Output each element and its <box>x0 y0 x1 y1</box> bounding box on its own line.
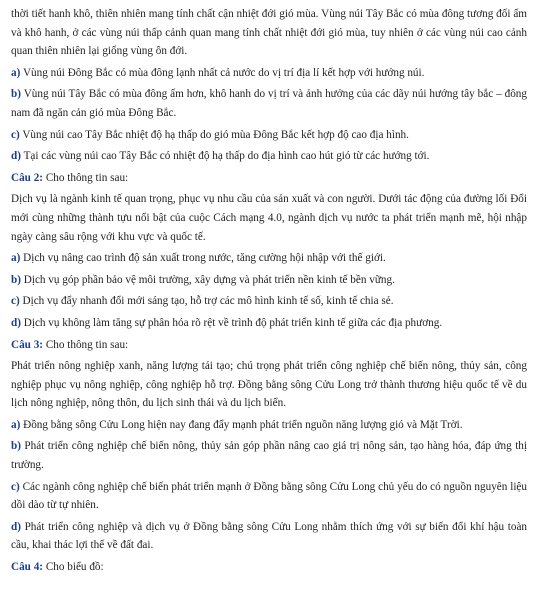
question-label: Câu 4: <box>11 561 44 574</box>
q3-option-b <box>11 437 527 474</box>
option-text: Dịch vụ không làm tăng sự phân hóa rõ rệt về trình độ phát triển kinh tế giữa các địa phương. <box>23 316 443 329</box>
option-letter: a) <box>11 66 21 79</box>
q1-option-b <box>11 85 527 122</box>
option-text: Phát triển công nghiệp và dịch vụ ở Đồng bằng sông Cửu Long nhằm thích ứng với sự biến đổi khí hậu toàn cầu, khai thác lợi thế về đất đai. <box>11 520 528 552</box>
intro-paragraph: thời tiết hanh khô, thiên nhiên mang tính chất cận nhiệt đới gió mùa. Vùng núi Tây Bắc có mùa đông tương đối ấm và khô hanh, ở các vùng núi thấp cảnh quan mang tính chất nhiệt đới gió mùa, tuy nhiên ở các vùng núi cao cảnh quan thiên nhiên lại giống vùng ôn đới. <box>11 8 527 58</box>
option-text: Vùng núi Tây Bắc có mùa đông ấm hơn, khô hanh do vị trí và ảnh hưởng của các dãy núi hướng tây bắc – đông nam đã ngăn cản gió mùa Đông Bắc. <box>11 88 527 119</box>
option-letter: a) <box>11 252 21 265</box>
q2-option-b <box>11 271 527 290</box>
question-prompt: Cho thông tin sau: <box>45 338 129 351</box>
option-text: Tại các vùng núi cao Tây Bắc có nhiệt độ hạ thấp do địa hình cao hút gió từ các hướng tới. <box>23 150 430 163</box>
q1-option-d <box>11 147 527 166</box>
q2-option-a <box>11 249 527 268</box>
question-3-heading <box>11 336 527 355</box>
q1-option-c <box>11 126 527 145</box>
option-letter: b) <box>11 88 21 101</box>
option-text: Các ngành công nghiệp chế biến phát triển mạnh ở Đồng bằng sông Cửu Long chủ yếu do có nguồn nguyên liệu dồi dào từ tự nhiên. <box>11 480 527 512</box>
q2-paragraph: Dịch vụ là ngành kinh tế quan trọng, phục vụ nhu cầu của sản xuất và con người. Dưới tác động của đường lối Đổi mới cùng những thành tựu nổi bật của cuộc Cách mạng 4.0, ngành dịch vụ nước ta phát triển mạnh mẽ, hội nhập ngày càng sâu rộng với khu vực và quốc tế. <box>11 193 527 243</box>
q3-option-c <box>11 478 527 515</box>
option-letter: c) <box>11 295 20 308</box>
q3-option-a <box>11 416 527 435</box>
option-letter: d) <box>11 316 21 329</box>
option-letter: d) <box>11 150 21 163</box>
option-text: Phát triển công nghiệp chế biến nông, thủy sản góp phần nâng cao giá trị nông sản, tạo hàng hóa, đáp ứng thị trường. <box>11 440 528 472</box>
option-text: Dịch vụ nâng cao trình độ sản xuất trong nước, tăng cường hội nhập với thế giới. <box>23 252 386 265</box>
option-letter: d) <box>11 520 21 533</box>
q2-option-c <box>11 292 527 311</box>
q3-paragraph: Phát triển nông nghiệp xanh, năng lượng tái tạo; chú trọng phát triển công nghiệp chế biến nông, thủy sản, công nghiệp phục vụ nông nghiệp, công nghiệp hỗ trợ. Đồng bằng sông Cửu Long trở thành thương hiệu quốc tế về du lịch nông nghiệp, nông thôn, du lịch sinh thái và du lịch biển. <box>11 360 527 410</box>
option-text: Vùng núi cao Tây Bắc nhiệt độ hạ thấp do gió mùa Đông Bắc kết hợp độ cao địa hình. <box>22 128 409 141</box>
option-text: Vùng núi Đông Bắc có mùa đông lạnh nhất cả nước do vị trí địa lí kết hợp với hướng núi. <box>22 66 425 79</box>
option-text: Dịch vụ góp phần bảo vệ môi trường, xây dựng và phát triển nền kinh tế bền vững. <box>23 273 395 286</box>
question-label: Câu 3: <box>11 338 44 351</box>
option-letter: b) <box>11 273 21 286</box>
q2-option-d <box>11 314 527 333</box>
option-letter: b) <box>11 440 21 453</box>
question-prompt: Cho thông tin sau: <box>45 171 129 184</box>
q1-option-a <box>11 64 527 83</box>
q3-option-d <box>11 518 527 555</box>
question-2-heading <box>11 169 527 188</box>
question-4-heading <box>11 558 527 577</box>
question-prompt: Cho biểu đồ: <box>45 561 104 574</box>
option-text: Đồng bằng sông Cửu Long hiện nay đang đẩy mạnh phát triển nguồn năng lượng gió và Mặt Trời. <box>23 418 463 431</box>
option-letter: a) <box>11 418 21 431</box>
question-label: Câu 2: <box>11 171 44 184</box>
option-letter: c) <box>11 128 20 141</box>
option-letter: c) <box>11 480 20 493</box>
option-text: Dịch vụ đẩy nhanh đổi mới sáng tạo, hỗ trợ các mô hình kinh tế số, kinh tế chia sẻ. <box>22 295 394 308</box>
